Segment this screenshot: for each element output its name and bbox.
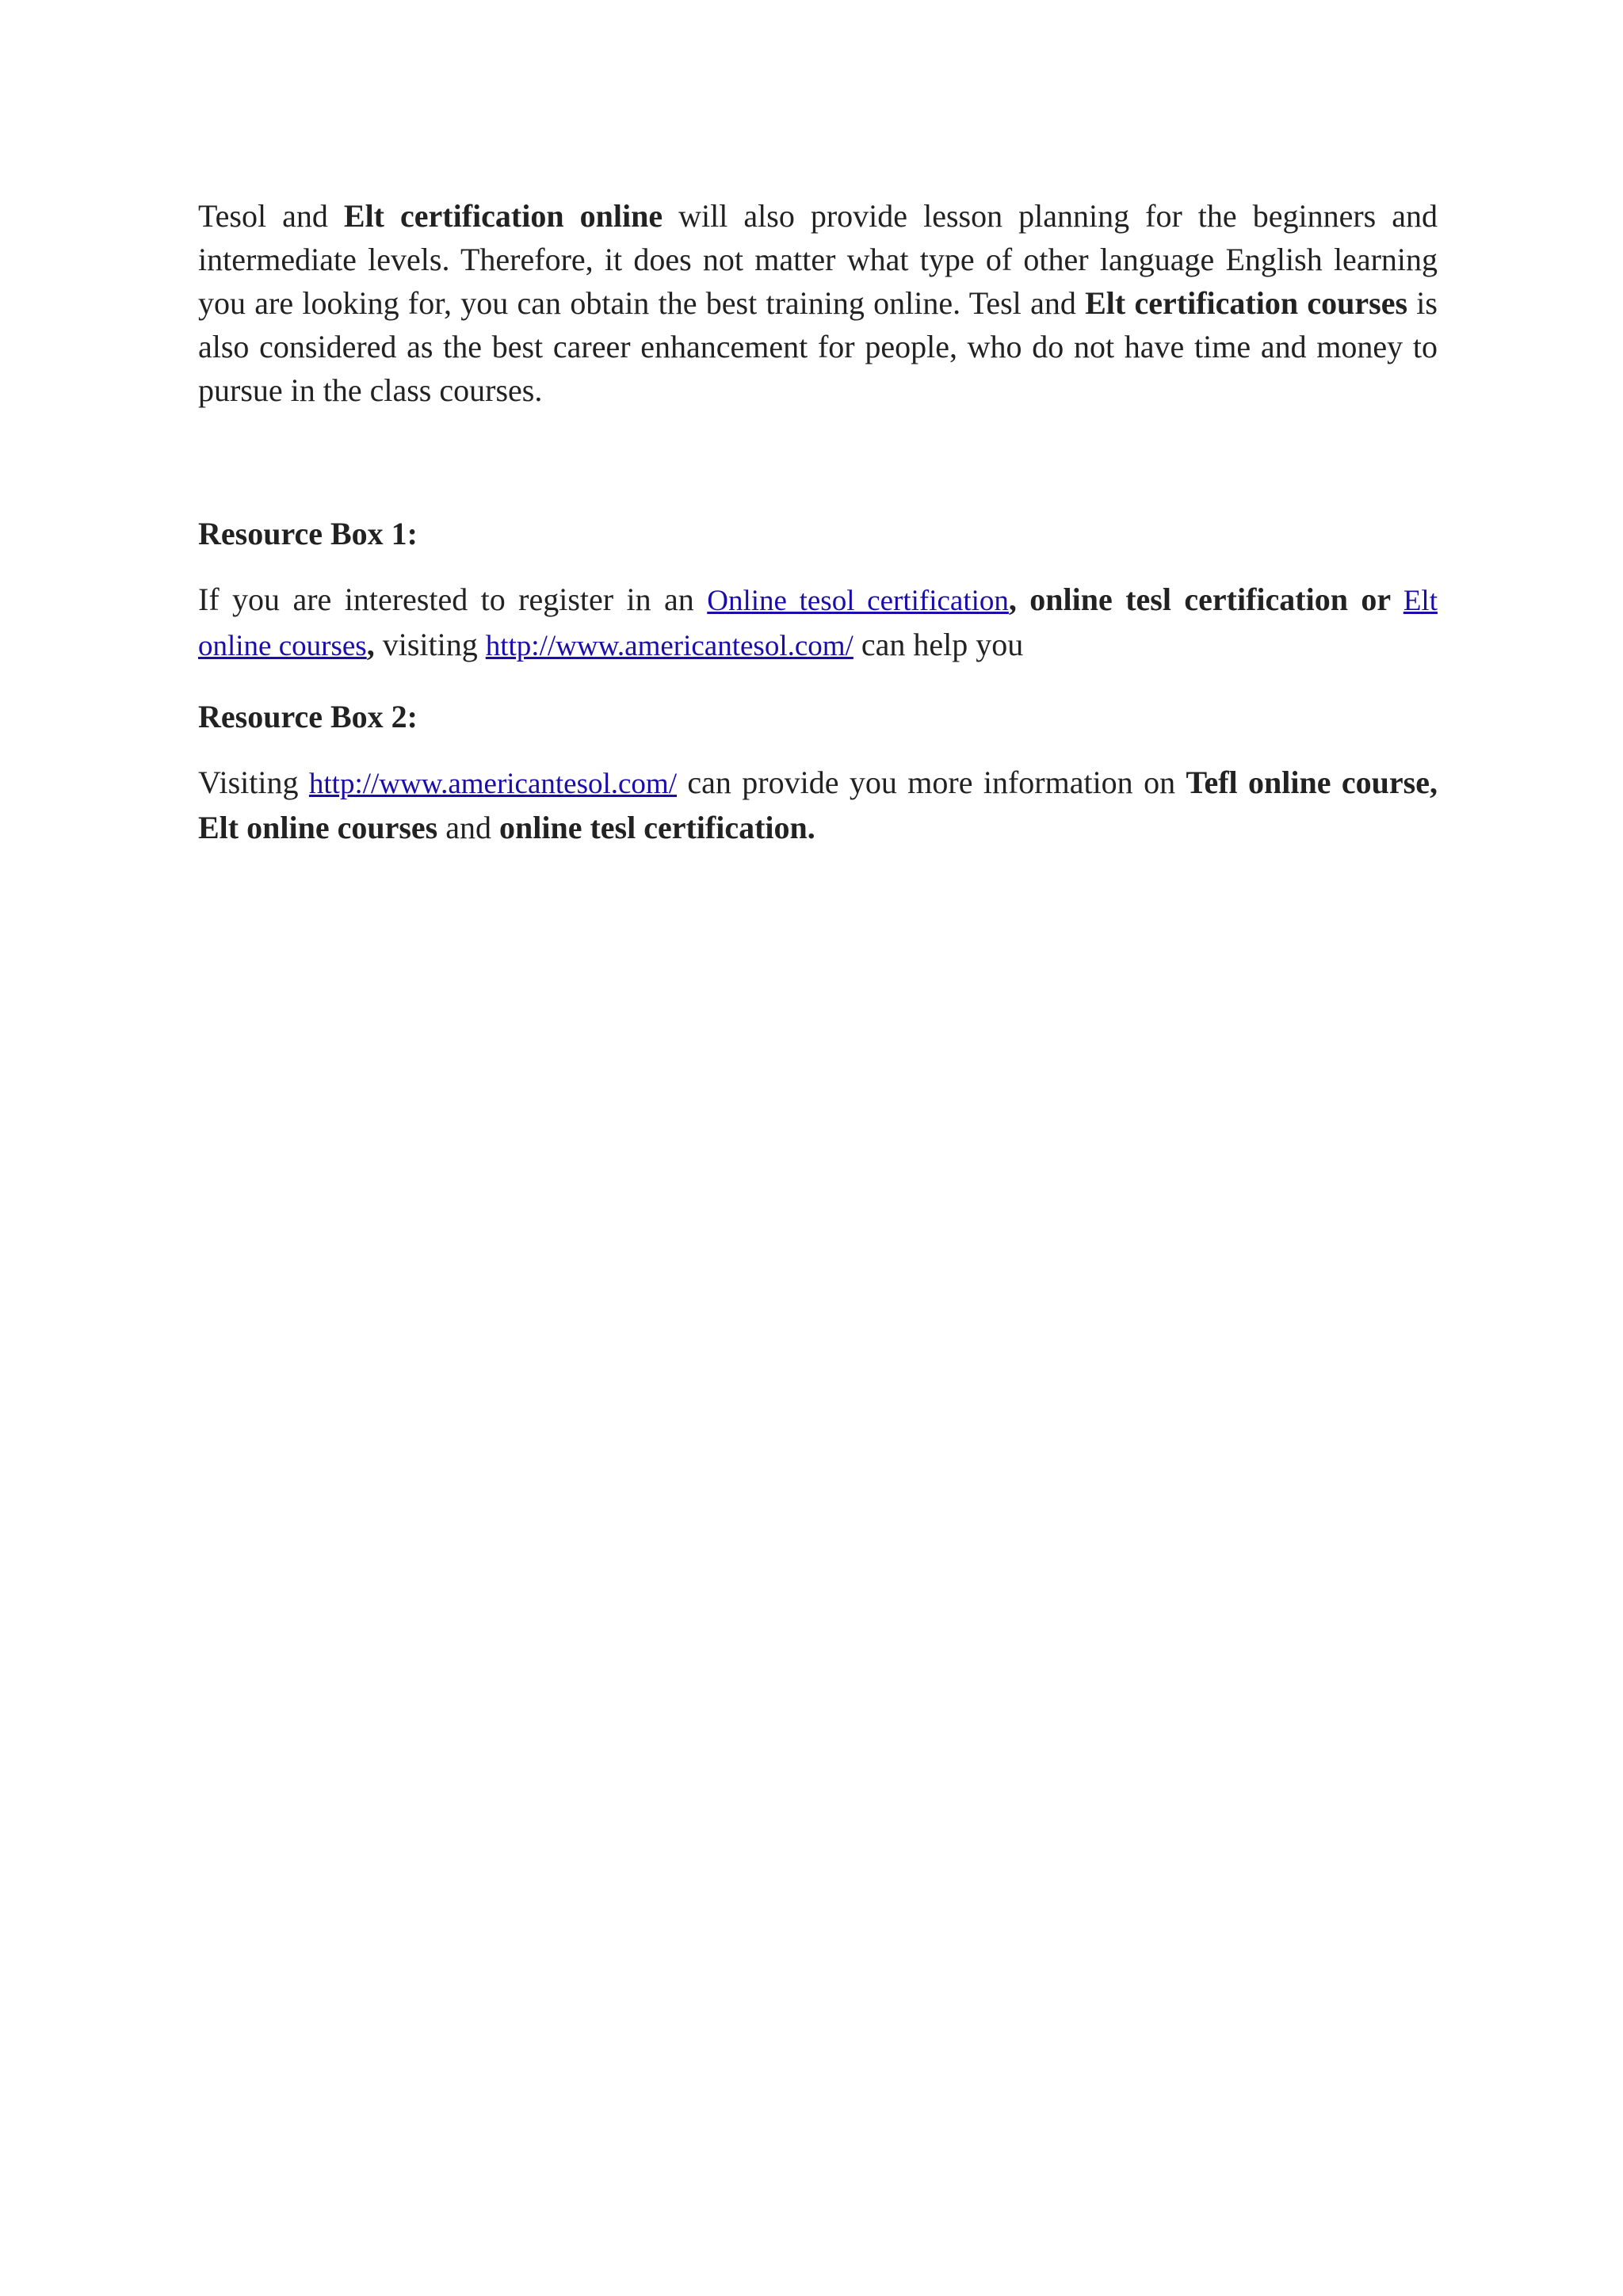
intro-text-3: is also considered as the best career enhancement for people, who do not have time and money to pursue in the class courses. — [198, 285, 1438, 408]
box2-text-1: Visiting — [198, 765, 309, 800]
resource-box-1-heading: Resource Box 1: — [198, 516, 418, 551]
resource-box-1-text — [198, 578, 1438, 668]
intro-text-2: will also provide lesson planning for the beginners and intermediate levels. Therefore, it does not matter what type of other language English learning you are looking for, you can obtain the best training online. Tesl and — [198, 198, 1438, 321]
box2-text-2: can provide you more information on — [677, 765, 1186, 800]
intro-bold-2: Elt certification courses — [1085, 285, 1408, 321]
box2-bold-2: online tesl certification. — [499, 810, 815, 845]
box1-text-2: visiting — [374, 627, 486, 662]
box1-bold-2: , — [366, 627, 375, 662]
intro-paragraph — [198, 194, 1438, 412]
elt-online-courses-link[interactable]: Elt online courses — [198, 585, 1438, 662]
box1-text-1: If you are interested to register in an — [198, 582, 708, 617]
box2-text-3: and — [437, 810, 499, 845]
box2-bold-1: Tefl online course, Elt online courses — [198, 765, 1438, 845]
resource-box-2-heading: Resource Box 2: — [198, 699, 418, 734]
americantesol-link-2[interactable]: http://www.americantesol.com/ — [308, 768, 677, 800]
document-page — [198, 194, 1438, 876]
box1-text-3: can help you — [853, 627, 1024, 662]
intro-bold-1: Elt certification online — [343, 198, 663, 234]
box1-bold-1: , online tesl certification or — [1008, 582, 1403, 617]
resource-box-2-text — [198, 761, 1438, 849]
online-tesol-certification-link[interactable]: Online tesol certification — [707, 585, 1009, 617]
intro-text-1: Tesol and — [198, 198, 344, 234]
americantesol-link-1[interactable]: http://www.americantesol.com/ — [485, 630, 854, 662]
